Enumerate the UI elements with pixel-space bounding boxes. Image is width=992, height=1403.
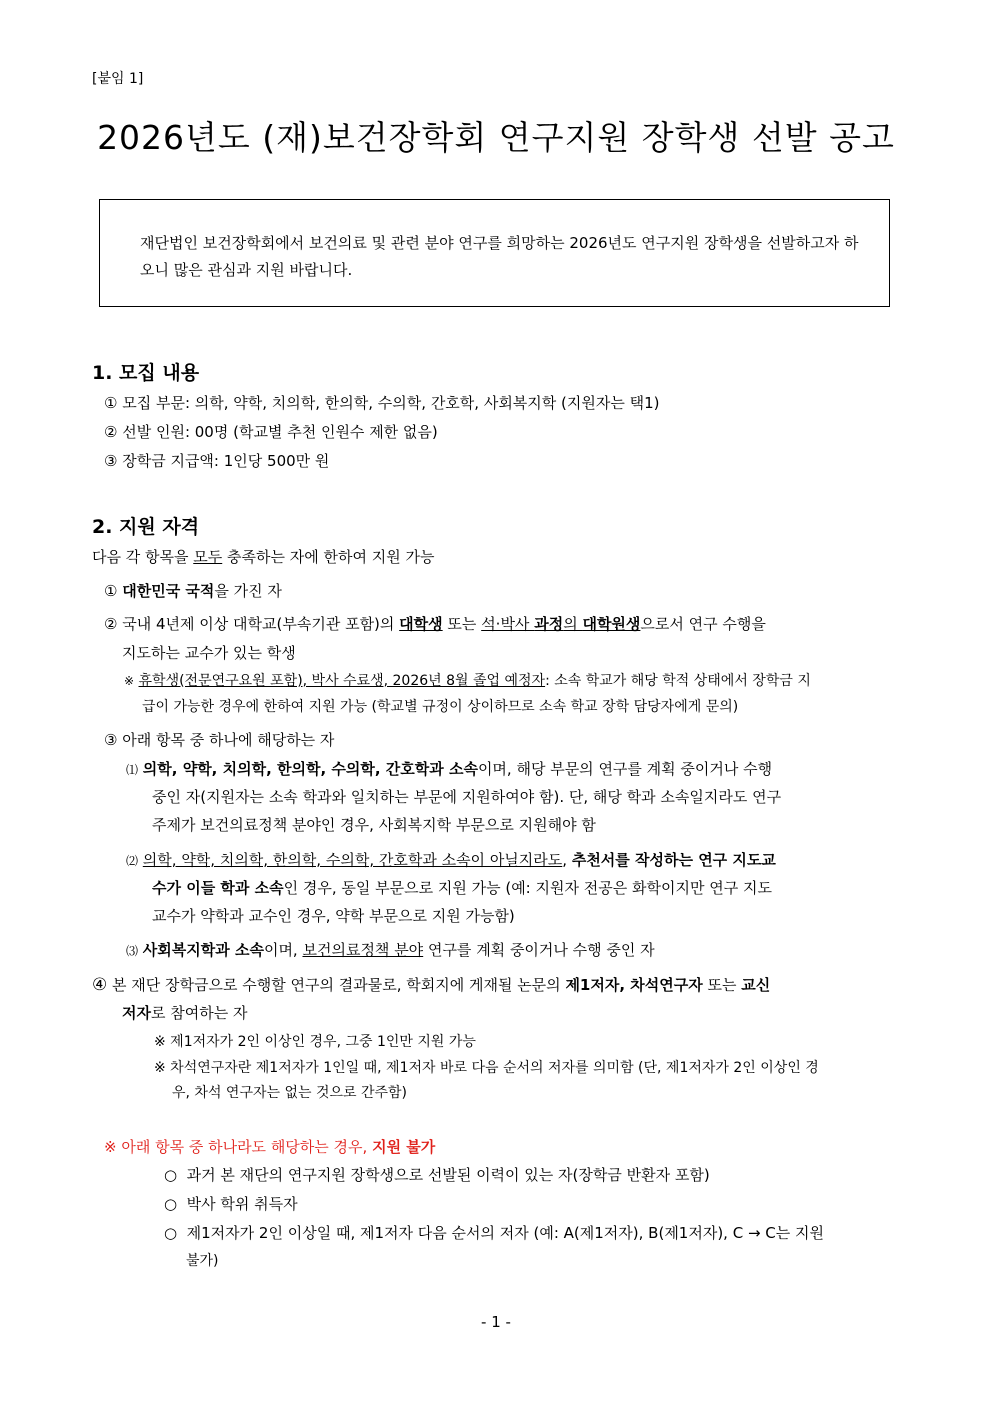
item-underline: 의 <box>563 615 583 633</box>
section2-item-2-line2: 지도하는 교수가 있는 학생 <box>122 644 296 662</box>
note-underline: 휴학생(전문연구요원 포함), 박사 수료생, 2026년 8월 졸업 예정자 <box>138 673 546 689</box>
item-bold: 교신 <box>741 976 771 994</box>
lead-text-post: 충족하는 자에 한하여 지원 가능 <box>222 548 435 566</box>
exclusion-item-3 <box>164 1222 824 1243</box>
section2-item-2-note-line2: 급이 가능한 경우에 한하여 지원 가능 (학교별 규정이 상이하므로 소속 학교 장학 담당자에게 문의) <box>142 699 739 715</box>
item-text: 을 가진 자 <box>214 582 282 600</box>
section2-item-4-note-2-line2: 우, 차석 연구자는 없는 것으로 간주함) <box>172 1085 408 1101</box>
sub-item-number: ⑵ <box>126 854 139 868</box>
section2-item-4-note-2: ※ 차석연구자란 제1저자가 1인일 때, 제1저자 바로 다음 순서의 저자를 의미함 (단, 제1저자가 2인 이상인 경 <box>154 1060 819 1076</box>
item-emphasis: 과정 <box>534 615 564 633</box>
section2-heading: 2. 지원 자격 <box>92 516 200 538</box>
sub-item-1-line3: 주제가 보건의료정책 분야인 경우, 사회복지학 부문으로 지원해야 함 <box>152 816 596 834</box>
item-underline: 석·박사 <box>481 615 535 633</box>
bullet-icon: ○ <box>164 1195 178 1213</box>
sub-item-underline: 보건의료정책 분야 <box>302 941 424 959</box>
lead-text-pre: 다음 각 항목을 <box>92 548 194 566</box>
section1-item-1: ① 모집 부문: 의학, 약학, 치의학, 한의학, 수의학, 간호학, 사회복지학 (지원자는 택1) <box>104 394 660 412</box>
sub-item-bold: 추천서를 작성하는 연구 지도교 <box>571 851 776 869</box>
sub-item-1 <box>126 758 772 779</box>
item-number: ④ <box>92 975 108 995</box>
note-text: : 소속 학교가 해당 학적 상태에서 장학금 지 <box>545 673 811 689</box>
item-bold: 저자 <box>122 1004 151 1022</box>
note-mark: ※ <box>124 674 135 688</box>
exclusion-item-1 <box>164 1164 710 1185</box>
sub-item-text: , <box>562 851 572 869</box>
section2-item-2-note <box>124 670 811 690</box>
page-number: - 1 - <box>481 1313 511 1331</box>
section1-heading: 1. 모집 내용 <box>92 362 200 384</box>
section2-item-4-line2 <box>122 1002 247 1023</box>
sub-item-2-line3: 교수가 약학과 교수인 경우, 약학 부문으로 지원 가능함) <box>152 907 515 925</box>
section1-item-2: ② 선발 인원: 00명 (학교별 추천 인원수 제한 없음) <box>104 423 438 441</box>
item-emphasis: 대학생 <box>399 615 443 633</box>
item-number: ② <box>104 615 118 633</box>
item-text: 본 재단 장학금으로 수행할 연구의 결과물로, 학회지에 게재될 논문의 <box>112 976 566 994</box>
intro-text: 재단법인 보건장학회에서 보건의료 및 관련 분야 연구를 희망하는 2026년도 연구지원 장학생을 선발하고자 하오니 많은 관심과 지원 바랍니다. <box>140 234 859 279</box>
exclusion-text: ※ 아래 항목 중 하나라도 해당하는 경우, <box>104 1138 373 1156</box>
sub-item-text: 이며, 해당 부문의 연구를 계획 중이거나 수행 <box>477 760 773 778</box>
exclusion-bold: 지원 불가 <box>372 1138 436 1156</box>
bullet-icon: ○ <box>164 1166 178 1184</box>
item-text: 으로서 연구 수행을 <box>640 615 766 633</box>
item-text: 또는 <box>442 615 482 633</box>
exclusion-item-3-line2: 불가) <box>186 1253 219 1269</box>
exclusion-item-text: 과거 본 재단의 연구지원 장학생으로 선발된 이력이 있는 자(장학금 반환자 포함) <box>186 1166 710 1184</box>
sub-item-bold: 의학, 약학, 치의학, 한의학, 수의학, 간호학과 소속 <box>142 760 478 778</box>
lead-emphasis: 모두 <box>193 548 223 566</box>
sub-item-3 <box>126 939 655 960</box>
exclusion-lead <box>104 1136 435 1157</box>
section2-item-4 <box>92 974 770 995</box>
sub-item-bold: 사회복지학과 소속 <box>142 941 264 959</box>
section2-item-1 <box>104 580 282 601</box>
sub-item-number: ⑶ <box>126 944 139 958</box>
section1-item-3: ③ 장학금 지급액: 1인당 500만 원 <box>104 452 330 470</box>
exclusion-item-2 <box>164 1193 298 1214</box>
sub-item-2 <box>126 849 776 870</box>
attachment-label: [붙임 1] <box>92 71 144 87</box>
section2-item-2 <box>104 613 766 634</box>
sub-item-underline: 의학, 약학, 치의학, 한의학, 수의학, 간호학과 소속이 아닐지라도 <box>142 851 563 869</box>
item-emphasis: 대학원생 <box>582 615 641 633</box>
item-text: 국내 4년제 이상 대학교(부속기관 포함)의 <box>122 615 400 633</box>
section2-lead <box>92 546 434 567</box>
exclusion-item-text: 제1저자가 2인 이상일 때, 제1저자 다음 순서의 저자 (예: A(제1저자), B(제1저자), C → C는 지원 <box>186 1224 825 1242</box>
sub-item-text: 이며, <box>263 941 303 959</box>
section2-item-3: ③ 아래 항목 중 하나에 해당하는 자 <box>104 731 335 749</box>
item-text: 로 참여하는 자 <box>150 1004 248 1022</box>
sub-item-1-line2: 중인 자(지원자는 소속 학과와 일치하는 부문에 지원하여야 함). 단, 해당 학과 소속일지라도 연구 <box>152 788 782 806</box>
sub-item-text: 연구를 계획 중이거나 수행 중인 자 <box>423 941 655 959</box>
item-number: ① <box>104 582 118 600</box>
section2-item-4-note-1: ※ 제1저자가 2인 이상인 경우, 그중 1인만 지원 가능 <box>154 1034 476 1050</box>
sub-item-bold: 수가 이들 학과 소속 <box>152 879 284 897</box>
bullet-icon: ○ <box>164 1224 178 1242</box>
page-title: 2026년도 (재)보건장학회 연구지원 장학생 선발 공고 <box>97 118 895 157</box>
sub-item-number: ⑴ <box>126 763 139 777</box>
exclusion-item-text: 박사 학위 취득자 <box>186 1195 298 1213</box>
sub-item-2-line2 <box>152 877 772 898</box>
item-text: 또는 <box>702 976 742 994</box>
sub-item-text: 인 경우, 동일 부문으로 지원 가능 (예: 지원자 전공은 화학이지만 연구 지도 <box>283 879 772 897</box>
item-bold: 대한민국 국적 <box>122 582 215 600</box>
item-bold: 제1저자, 차석연구자 <box>565 976 703 994</box>
